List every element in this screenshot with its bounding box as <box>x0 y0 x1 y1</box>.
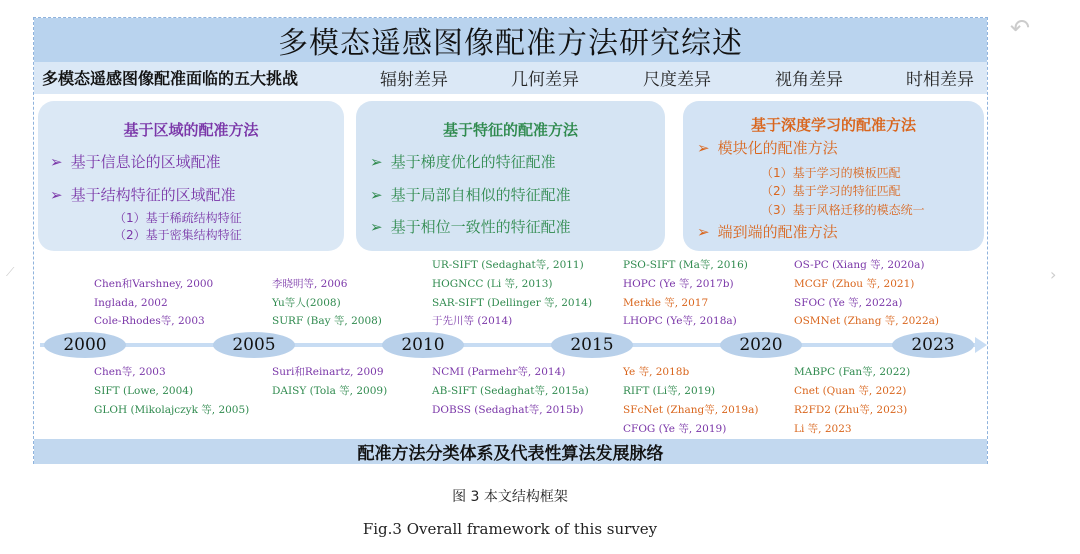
decoration-chevron-icon: › <box>1050 265 1057 284</box>
method-item: ➢ 基于局部自相似的特征配准 <box>370 186 571 204</box>
algorithm-label: MABPC (Fan等, 2022) <box>794 366 911 378</box>
algorithm-label: SAR-SIFT (Dellinger 等, 2014) <box>432 297 593 309</box>
algorithm-label: Cnet (Quan 等, 2022) <box>794 385 907 397</box>
algorithm-label: R2FD2 (Zhu等, 2023) <box>794 404 908 416</box>
algorithm-label: HOPC (Ye 等, 2017b) <box>623 278 734 290</box>
algorithm-label: 李晓明等, 2006 <box>272 278 348 290</box>
algorithm-label: MCGF (Zhou 等, 2021) <box>794 278 915 290</box>
algorithm-label: UR-SIFT (Sedaghat等, 2011) <box>432 259 584 271</box>
year-marker: 2020 <box>720 332 802 358</box>
algorithm-label: Cole-Rhodes等, 2003 <box>94 315 205 327</box>
algorithm-label: CFOG (Ye 等, 2019) <box>623 423 727 435</box>
algorithm-label: SFcNet (Zhang等, 2019a) <box>623 404 759 416</box>
challenge-scale: 尺度差异 <box>643 70 711 90</box>
challenges-lead: 多模态遥感图像配准面临的五大挑战 <box>42 69 299 88</box>
method-item: ➢ 基于信息论的区域配准 <box>50 153 221 171</box>
algorithm-label: 于先川等 (2014) <box>432 315 513 327</box>
algorithm-label: SURF (Bay 等, 2008) <box>272 315 382 327</box>
method-item: ➢ 基于结构特征的区域配准 <box>50 186 236 204</box>
main-title: 多模态遥感图像配准方法研究综述 <box>34 18 987 62</box>
timeline-axis <box>40 343 984 347</box>
algorithm-label: SFOC (Ye 等, 2022a) <box>794 297 903 309</box>
challenges-bar <box>34 62 987 94</box>
algorithm-label: Li 等, 2023 <box>794 423 852 435</box>
algorithm-label: Inglada, 2002 <box>94 297 168 309</box>
challenge-viewpoint: 视角差异 <box>775 70 843 90</box>
algorithm-label: Chen和Varshney, 2000 <box>94 278 214 290</box>
method-item: ➢ 基于梯度优化的特征配准 <box>370 153 556 171</box>
year-marker: 2015 <box>551 332 633 358</box>
algorithm-label: NCMI (Parmehr等, 2014) <box>432 366 566 378</box>
algorithm-label: DAISY (Tola 等, 2009) <box>272 385 388 397</box>
challenge-geometric: 几何差异 <box>511 70 579 90</box>
algorithm-label: RIFT (Li等, 2019) <box>623 385 716 397</box>
year-marker: 2023 <box>892 332 974 358</box>
method-subitem: （1）基于稀疏结构特征 <box>114 211 242 225</box>
algorithm-label: OSMNet (Zhang 等, 2022a) <box>794 315 940 327</box>
challenge-radiometric: 辐射差异 <box>380 70 448 90</box>
figure-caption-cn: 图 3 本文结构框架 <box>452 489 568 505</box>
algorithm-label: HOGNCC (Li 等, 2013) <box>432 278 553 290</box>
algorithm-label: LHOPC (Ye等, 2018a) <box>623 315 737 327</box>
decoration-dash-icon: ⟋ <box>6 265 15 279</box>
method-subitem: （2）基于学习的特征匹配 <box>761 184 901 198</box>
algorithm-label: PSO-SIFT (Ma等, 2016) <box>623 259 748 271</box>
method-subitem: （1）基于学习的模板匹配 <box>761 166 901 180</box>
algorithm-label: GLOH (Mikolajczyk 等, 2005) <box>94 404 250 416</box>
panel-title: 基于区域的配准方法 <box>123 121 259 139</box>
year-marker: 2010 <box>382 332 464 358</box>
algorithm-label: OS-PC (Xiang 等, 2020a) <box>794 259 925 271</box>
figure-caption-en: Fig.3 Overall framework of this survey <box>362 520 658 538</box>
method-item: ➢ 模块化的配准方法 <box>697 139 838 157</box>
algorithm-label: Suri和Reinartz, 2009 <box>272 366 384 378</box>
year-marker: 2000 <box>44 332 126 358</box>
method-subitem: （3）基于风格迁移的模态统一 <box>761 203 925 217</box>
panel-area-based <box>38 101 344 251</box>
timeline-arrow-icon <box>975 337 987 353</box>
algorithm-label: Ye 等, 2018b <box>623 366 690 378</box>
bottom-label: 配准方法分类体系及代表性算法发展脉络 <box>34 439 987 464</box>
algorithm-label: DOBSS (Sedaghat等, 2015b) <box>432 404 584 416</box>
panel-deep-learning <box>683 101 984 251</box>
year-marker: 2005 <box>213 332 295 358</box>
panel-title: 基于深度学习的配准方法 <box>750 116 916 134</box>
algorithm-label: Yu等人(2008) <box>272 297 341 309</box>
panel-title: 基于特征的配准方法 <box>442 121 578 139</box>
algorithm-label: SIFT (Lowe, 2004) <box>94 385 194 397</box>
decoration-curl-icon: ↶ <box>1010 14 1031 42</box>
method-item: ➢ 端到端的配准方法 <box>697 223 838 241</box>
panel-feature-based <box>356 101 665 251</box>
method-subitem: （2）基于密集结构特征 <box>114 228 242 242</box>
challenge-temporal: 时相差异 <box>906 70 974 90</box>
algorithm-label: AB-SIFT (Sedaghat等, 2015a) <box>432 385 589 397</box>
algorithm-label: Chen等, 2003 <box>94 366 166 378</box>
method-item: ➢ 基于相位一致性的特征配准 <box>370 218 571 236</box>
algorithm-label: Merkle 等, 2017 <box>623 297 709 309</box>
